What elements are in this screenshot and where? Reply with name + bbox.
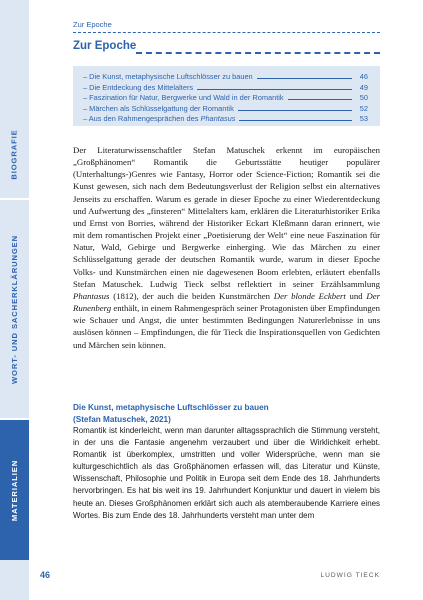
section-heading-title: Die Kunst, metaphysische Luftschlösser zu bauen xyxy=(73,403,269,412)
toc-leader xyxy=(239,120,352,121)
footer-author: LUDWIG TIECK xyxy=(320,572,380,579)
section-heading xyxy=(73,402,380,425)
toc-page-number: 52 xyxy=(359,103,368,113)
sidebar-tab-label: WORT- UND SACHERKLÄRUNGEN xyxy=(10,234,19,384)
toc-page-number: 53 xyxy=(359,114,368,123)
sidebar-tab-label: BIOGRAFIE xyxy=(10,128,20,180)
sidebar-tab-label: MATERIALIEN xyxy=(10,459,20,521)
toc-entry[interactable] xyxy=(83,92,368,102)
toc-page-number: 50 xyxy=(359,93,368,102)
toc-entry[interactable] xyxy=(83,82,368,92)
toc-entry[interactable] xyxy=(83,113,368,123)
work-title: Der Runenberg xyxy=(73,290,380,314)
toc-page-number: 49 xyxy=(359,82,368,92)
toc-entry[interactable] xyxy=(83,71,368,81)
toc-page-number: 46 xyxy=(359,72,368,81)
work-title: Der blonde Eckbert xyxy=(273,290,346,301)
sidebar xyxy=(0,0,29,600)
section-heading-source: (Stefan Matuschek, 2021) xyxy=(73,414,171,424)
sidebar-tab-biografie[interactable] xyxy=(0,110,29,198)
section-paragraph: Romantik ist kinderleicht, wenn man darunter alltagssprachlich die Stimmung versteht, in der uns die Fantasie angenehm verzaubert und über die Wirklichkeit erhebt. Romantik ist überkomplex, umstritten und voller Widersprüche, wenn man sie kulturgeschichtlich als das Großphänomen erfassen will, das Literatur und Künste, Wissenschaft, Philosophie und Politik in Europa seit dem Ende des 18. Jahrhunderts hervorbringen. Es hat bis weit ins 19. Jahrhundert Konjunktur und dauert in vielem bis heute an. Dieses Großphänomen erklärt sich auch als atemberaubende Karriere eines Wortes. Bis zum Ende des 18. Jahrhunderts versteht man unter dem xyxy=(73,426,380,520)
toc-leader xyxy=(238,110,352,111)
title-rule xyxy=(136,52,380,54)
toc-entry-italic-title: Phantasus xyxy=(200,114,236,123)
toc-leader xyxy=(197,89,352,90)
work-title: Phantasus xyxy=(73,290,110,301)
toc-entry-text: – Die Kunst, metaphysische Luftschlösser zu bauen xyxy=(83,72,253,81)
toc-entry-text: – Märchen als Schlüsselgattung der Romantik xyxy=(83,103,234,113)
toc-leader xyxy=(288,99,352,100)
toc-entry-text: – Die Entdeckung des Mittelalters xyxy=(83,82,194,92)
toc-leader xyxy=(257,78,352,79)
running-head: Zur Epoche xyxy=(73,20,112,29)
toc-entry[interactable] xyxy=(83,103,368,113)
toc-entry-text: – Faszination für Natur, Bergwerke und Wald in der Romantik xyxy=(83,93,284,102)
page-title: Zur Epoche xyxy=(73,40,137,52)
contents-box xyxy=(73,66,380,126)
toc-entry-text: – Aus den Rahmengesprächen des Phantasus xyxy=(83,114,236,123)
sidebar-tab-materialien[interactable] xyxy=(0,420,29,560)
page-number: 46 xyxy=(40,570,51,580)
intro-paragraph: Der Literaturwissenschaftler Stefan Matuschek erkennt im europäischen „Großphänomen“ Romantik die Geburtsstätte heutiger populärer (Unterhaltungs-)Genres wie Fantasy, Horror oder Science-Fiction; Romantik sei die Kunst gewesen, sich nach dem Bedeutungsverlust der Religion selbst ein alternatives Jenseits zu erschaffen. Warum es gerade in dieser Epoche zu einer Wiederentdeckung und Aufwertung des „finsteren“ Mittelalters kam, erklären die Literaturhistoriker Erika und Ernst von Borries, während der Historiker Eckart Kleßmann daran erinnert, wie mit dem romantischen Projekt einer „Poetisierung der Welt“ eine neue Faszination für Natur, Wald, Gebirge und Bergwerke einherging. Wie das Märchen zu einer Schlüsselgattung gerade der deutschen Romantik wurde, warum in dieser Epoche Volks- und Kunstmärchen einen nie dagewesenen Boom erlebten, erläutert ebenfalls Stefan Matuschek. Ludwig Tieck selbst reflektiert in seiner Erzählsammlung Phantasus (1812), der auch die beiden Kunstmärchen Der blonde Eckbert und Der Runenberg enthält, in einem Rahmengespräch seiner Protagonisten über Empfindungen wie Schauer und Angst, die unter bestimmten Bedingungen Naturerlebnisse in uns auslösen können – Empfindungen, die für Tieck die Inspirationsquellen von Gedichten und Märchen sein können. xyxy=(73,145,380,350)
sidebar-tab-wort-und-sacherklaerungen[interactable] xyxy=(0,200,29,418)
header-rule xyxy=(73,32,380,33)
